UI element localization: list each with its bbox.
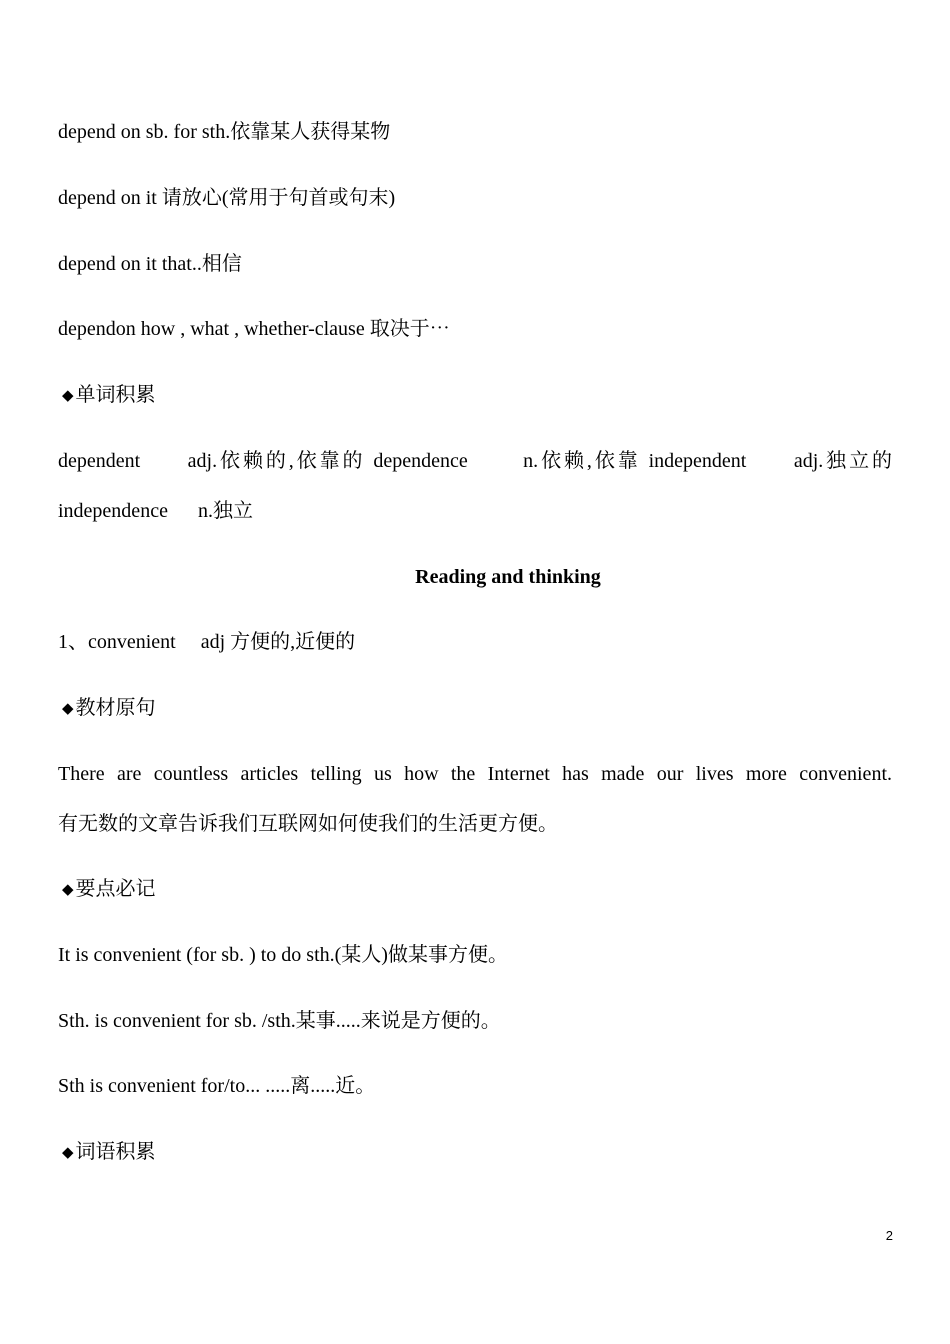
item-convenient: 1、convenient adj 方便的,近便的: [58, 631, 356, 653]
textbook-sentence-en: There are countless articles telling us how the Internet has made our lives more convenient.: [58, 763, 892, 785]
phrase-depend-on-it: depend on it 请放心(常用于句首或句末): [58, 187, 396, 209]
diamond-bullet-icon: ◆: [62, 388, 74, 404]
diamond-bullet-icon: ◆: [62, 1145, 74, 1161]
section-heading-reading: Reading and thinking: [415, 566, 601, 588]
section-vocab-title: 单词积累: [75, 384, 156, 406]
diamond-bullet-icon: ◆: [62, 882, 74, 898]
textbook-sentence-zh: 有无数的文章告诉我们互联网如何使我们的生活更方便。: [58, 813, 558, 835]
section-textbook-heading: [58, 694, 156, 723]
section-vocab-heading: [58, 381, 156, 410]
section-keypoints-heading: [58, 875, 156, 904]
vocab-line-2: independence n.独立: [58, 500, 253, 522]
section-keypoints-title: 要点必记: [75, 878, 156, 900]
vocab-line-1: dependent adj.依赖的,依靠的 dependence n.依赖,依靠 independent adj.独立的: [58, 450, 892, 472]
keypoint-2: Sth. is convenient for sb. /sth.某事.....来说是方便的。: [58, 1010, 501, 1032]
section-phrases-heading: [58, 1138, 156, 1167]
section-textbook-title: 教材原句: [75, 697, 156, 719]
diamond-bullet-icon: ◆: [62, 701, 74, 717]
phrase-depend-on-sb-for-sth: depend on sb. for sth.依靠某人获得某物: [58, 121, 391, 143]
section-phrases-title: 词语积累: [75, 1141, 156, 1163]
page-number: 2: [885, 1228, 893, 1243]
phrase-depend-on-clause: dependon how , what , whether-clause 取决于⋯: [58, 318, 450, 340]
keypoint-3: Sth is convenient for/to... .....离.....近。: [58, 1075, 376, 1097]
keypoint-1: It is convenient (for sb. ) to do sth.(某人)做某事方便。: [58, 944, 508, 966]
phrase-depend-on-it-that: depend on it that..相信: [58, 253, 242, 275]
